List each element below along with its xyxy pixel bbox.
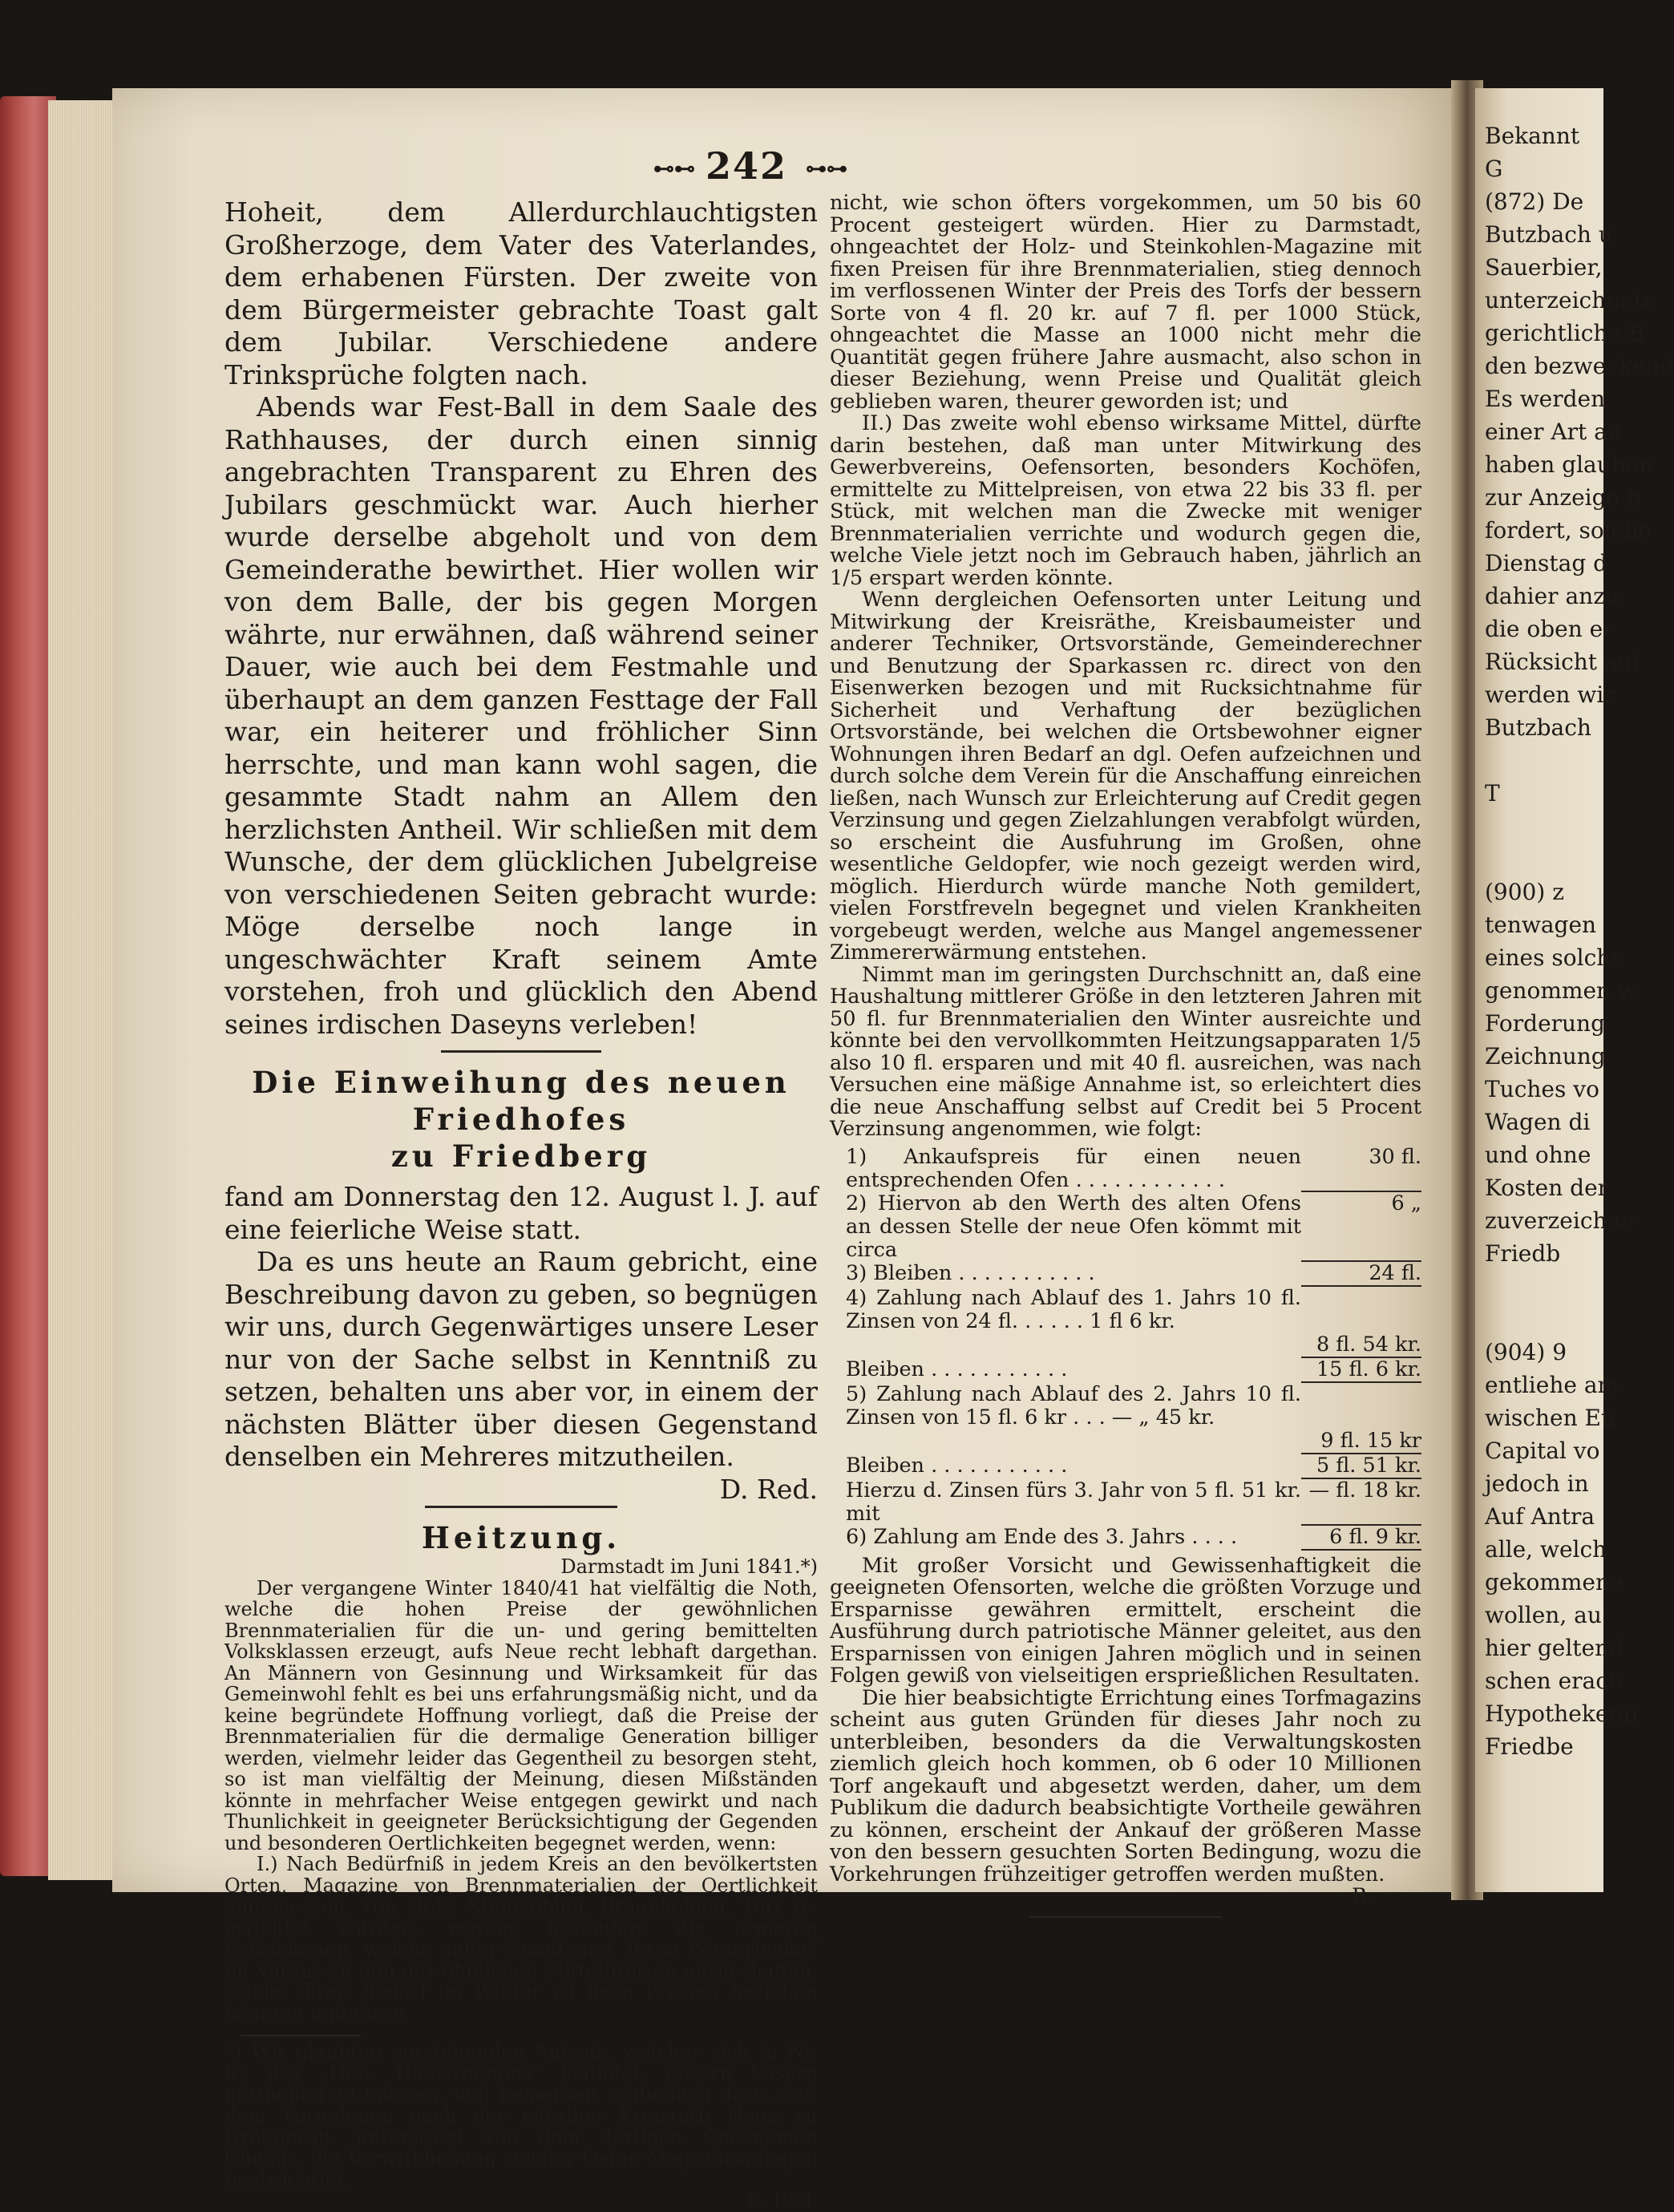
next-page-line: zur Anzeige b bbox=[1485, 484, 1641, 511]
next-page-line: wischen Eu bbox=[1485, 1405, 1615, 1431]
divider bbox=[441, 1050, 601, 1053]
left-column bbox=[224, 196, 818, 2211]
calc-amount: 15 fl. 6 kr. bbox=[1301, 1358, 1421, 1383]
ball-paragraph: Abends war Fest-Ball in dem Saale des Rathhauses, der durch einen sinnig angebrachten Transparent zu Ehren des Jubilars geschmückt war. Auch hierher wurde derselbe abgeholt und von dem Gemeinderathe bewirthet. Hier wollen wir von dem Balle, der bis gegen Morgen währte, nur erwähnen, daß während seiner Dauer, wie auch bei dem Festmahle und überhaupt an dem ganzen Festtage der Fall war, ein heiterer und fröhlicher Sinn herrschte, und man kann wohl sagen, die gesammte Stadt nahm an Allem den herzlichsten Antheil. Wir schließen mit dem Wunsche, der dem glücklichen Jubelgreise von verschiedenen Seiten gebracht wurde: Möge derselbe noch lange in ungeschwächter Kraft seinem Amte vorstehen, froh und glücklich den Abend seines irdischen Daseyns verleben! bbox=[224, 391, 818, 1040]
next-page-line: dahier anzu bbox=[1485, 583, 1619, 609]
intro-paragraph: Hoheit, dem Allerdurchlauchtigsten Großherzoge, dem Vater des Vaterlandes, dem erhabenen Fürsten. Der zweite von dem Bürgermeister gebrachte Toast galt dem Jubilar. Verschiedene andere Trinksprüche folgten nach. bbox=[224, 196, 818, 390]
next-page-line: jedoch in bbox=[1485, 1470, 1589, 1497]
calc-row bbox=[846, 1262, 1421, 1287]
next-page-line: Forderung bbox=[1485, 1010, 1606, 1037]
next-page-line: schen erach bbox=[1485, 1668, 1623, 1694]
next-page-line: eines solche bbox=[1485, 944, 1624, 971]
right-column bbox=[830, 192, 1421, 1926]
heading-friedhof-2: zu Friedberg bbox=[390, 1138, 652, 1174]
right-paragraph-4: Nimmt man im geringsten Durchschnitt an, daß eine Haushaltung mittlerer Größe in den letzteren Jahren mit 50 fl. fur Brennmaterialien den Winter ausreichte und könnte bei den vervollkommten Heitzungsapparaten 1/5 also 10 fl. ersparen und mit 40 fl. ausreichen, was nach Versuchen eine mäßige Annahme ist, so erleichtert dies die neue Anschaffung selbst auf Credit bei 5 Procent Verzinsung angenommen, wie folgt: bbox=[830, 962, 1421, 1141]
end-rule bbox=[1029, 1916, 1222, 1918]
next-page-line: und ohne bbox=[1485, 1142, 1591, 1168]
next-page-line: Sauerbier, bbox=[1485, 254, 1603, 281]
calc-label: 6) Zahlung am Ende des 3. Jahrs . . . . bbox=[846, 1524, 1238, 1549]
calc-amount: 5 fl. 51 kr. bbox=[1301, 1454, 1421, 1479]
calc-row bbox=[846, 1430, 1421, 1454]
friedhof-signature: D. Red. bbox=[719, 1473, 818, 1505]
ornament-left: ⊷⊷ bbox=[653, 157, 695, 181]
next-page-line: entliehe am bbox=[1485, 1372, 1619, 1398]
calc-label: 2) Hiervon ab den Werth des alten Ofens an dessen Stelle der neue Ofen kömmt mit circa bbox=[846, 1191, 1301, 1262]
next-page-line: werden wir bbox=[1485, 681, 1615, 708]
calc-label: 4) Zahlung nach Ablauf des 1. Jahrs 10 fl. Zinsen von 24 fl. . . . . . 1 fl 6 kr. bbox=[846, 1285, 1301, 1333]
next-page-line: T bbox=[1485, 780, 1500, 807]
next-page-line: gekommene bbox=[1485, 1569, 1623, 1595]
page-stack-edge bbox=[48, 100, 120, 1880]
calc-row bbox=[846, 1454, 1421, 1479]
heading-friedhof: Die Einweihung des neuen Friedhofes bbox=[252, 1065, 790, 1137]
next-page-line: Rücksicht auf bbox=[1485, 649, 1641, 675]
next-page-line: Bekannt bbox=[1485, 123, 1580, 149]
right-page-fragment bbox=[1475, 88, 1674, 1892]
footnote-signature: D. Red. bbox=[746, 2189, 818, 2212]
heizung-paragraph-2: I.) Nach Bedürfniß in jedem Kreis an den bevölkertsten Orten, Magazine von Brennmaterialien der Oertlichkeit angemessen, von Holz, Steinkohlen, Braunkohlen, Torf rc. errichtet würden, woraus besonders die ärmeren Volksklassen, welche außer Stand sind, ihren Winterbedarf im Voraus zu den gewöhnlichen Mittelpreisen anzuschaffen, solche ihren Bedarf im Winter zu fixen Preisen beziehen könnten und diese bbox=[224, 1853, 818, 2024]
calc-label: 3) Bleiben . . . . . . . . . . . bbox=[846, 1260, 1095, 1285]
next-page-line: Butzbach bbox=[1485, 714, 1591, 741]
next-page-line: Butzbach u bbox=[1485, 221, 1613, 248]
next-page-line: tenwagen bbox=[1485, 912, 1597, 938]
next-page-line: Friedb bbox=[1485, 1240, 1561, 1267]
next-page-line: wollen, au bbox=[1485, 1602, 1602, 1628]
calc-amount: 8 fl. 54 kr. bbox=[1301, 1333, 1421, 1358]
next-page-line: Auf Antra bbox=[1485, 1503, 1595, 1530]
calculation-table bbox=[846, 1146, 1421, 1551]
calc-row bbox=[846, 1287, 1421, 1333]
next-page-line: (900) z bbox=[1485, 879, 1564, 905]
calc-row bbox=[846, 1479, 1421, 1526]
heizung-paragraph-1: Der vergangene Winter 1840/41 hat vielfältig die Noth, welche die hohen Preise der gewöhnlichen Brennmaterialien für die un- und gering bemittelten Volksklassen erzeugt, aufs Neue recht lebhaft dargethan. An Männern von Gesinnung und Wirksamkeit für das Gemeinwohl fehlt es bei uns erfahrungsmäßig nicht, und da keine begründete Hoffnung vorliegt, daß die Preise der Brennmaterialien für die dermalige Generation billiger werden, vielmehr leider das Gegentheil zu besorgen steht, so ist man vielfältig der Meinung, diesen Mißständen könnte in mehrfacher Weise entgegen gewirkt und nach Thunlichkeit in geeigneter Berücksichtigung der Gegenden und besonderen Oertlichkeiten begegnet werden, wenn: bbox=[224, 1576, 818, 1854]
calc-label: 5) Zahlung nach Ablauf des 2. Jahrs 10 fl. Zinsen von 15 fl. 6 kr . . . — „ 45 kr. bbox=[846, 1381, 1301, 1430]
next-page-line: fordert, solche bbox=[1485, 517, 1652, 544]
calc-row bbox=[846, 1192, 1421, 1262]
calc-amount bbox=[1301, 1383, 1421, 1430]
calc-amount: 24 fl. bbox=[1301, 1262, 1421, 1287]
calc-row bbox=[846, 1358, 1421, 1383]
footnote-rule bbox=[241, 2035, 361, 2036]
ornament-right: ⊶⊶ bbox=[806, 157, 847, 181]
next-page-line: Tuches vo bbox=[1485, 1076, 1599, 1102]
next-page-line: den bezweckend bbox=[1485, 353, 1674, 379]
calc-label: Hierzu d. Zinsen fürs 3. Jahr von 5 fl. 51 kr. mit bbox=[846, 1478, 1301, 1526]
next-page-line: (904) 9 bbox=[1485, 1339, 1567, 1365]
next-page-line: gerichtliche B bbox=[1485, 320, 1645, 346]
next-page-line: genommen w bbox=[1485, 977, 1637, 1004]
right-signature: B. bbox=[1352, 1884, 1373, 1908]
footnote: *) Wir glaubten vorstehenden Aufsatz, welcher sich in Nr. 67 des „Heß. Hausfreundes“ befindet, unsern Lesern mittheilen zu müssen, und bemerken schließlich dazu, daß dem Vernehmen nach der würdige Kreisrath Heim zu Großgerau, unterstützt von dem dortigen Oeconomen Chelius, die Verwirklichung solcher Oefen-Magazinsanlagen beabsichtigt. bbox=[224, 2040, 818, 2190]
calc-label: 1) Ankaufspreis für einen neuen entsprechenden Ofen . . . . . . . . . . . . bbox=[846, 1144, 1301, 1192]
calc-row bbox=[846, 1526, 1421, 1551]
calc-row bbox=[846, 1146, 1421, 1192]
divider bbox=[425, 1506, 617, 1508]
next-page-line: Zeichnung bbox=[1485, 1043, 1606, 1070]
next-page-line: einer Art an bbox=[1485, 419, 1622, 445]
calc-amount bbox=[1301, 1287, 1421, 1333]
page-number: 242 bbox=[706, 144, 788, 188]
next-page-line: Friedbe bbox=[1485, 1733, 1574, 1760]
calc-amount: 6 fl. 9 kr. bbox=[1301, 1526, 1421, 1551]
next-page-line: Es werden bbox=[1485, 386, 1606, 412]
right-paragraph-5: Mit großer Vorsicht und Gewissenhaftigkeit die geeigneten Ofensorten, welche die größten Vorzuge und Ersparnisse gewähren ermittelt, erscheint die Ausführung durch patriotische Männer geleitet, aus den Ersparnissen von einigen Jahren möglich und in seinen Folgen gewiß von vielseitigen ersprießlichen Resultaten. bbox=[830, 1553, 1421, 1688]
right-paragraph-6: Die hier beabsichtigte Errichtung eines Torfmagazins scheint aus guten Gründen für dieses Jahr noch zu unterbleiben, besonders da die Verwaltungskosten ziemlich gleich hoch kommen, ob 6 oder 10 Millionen Torf angekauft und abgesetzt werden, daher, um dem Publikum die dadurch beabsichtigte Vortheile gewähren zu können, erscheint der Ankauf der größeren Masse von den bessern gesuchten Sorten Bedingung, wozu die Vorkehrungen frühzeitiger getroffen werden mußten. bbox=[830, 1685, 1421, 1886]
right-paragraph-3: Wenn dergleichen Oefensorten unter Leitung und Mitwirkung der Kreisräthe, Kreisbaumeister und anderer Techniker, Ortsvorstände, Gemeinderechner und Benutzung der Sparkassen rc. direct von den Eisenwerken bezogen und mit Rucksichtnahme für Sicherheit und Verhaftung der bezüglichen Ortsvorstände, bei welchen die Ortsbewohner eigner Wohnungen ihren Bedarf an dgl. Oefen aufzeichnen und durch solche dem Verein für die Anschaffung einreichen ließen, nach Wunsch zur Erleichterung auf Credit gegen Verzinsung und gegen Zielzahlungen verabfolgt würden, so erscheint die Ausfuhrung im Großen, ohne wesentliche Geldopfer, wie noch gezeigt werden wird, möglich. Hierdurch würde manche Noth gemildert, vielen Forstfreveln begegnet und vielen Krankheiten vorgebeugt werden, welche aus Mangel angemessener Zimmererwärmung entstehen. bbox=[830, 588, 1421, 964]
next-page-line: (872) De bbox=[1485, 188, 1584, 215]
heading-heizung: Heitzung. bbox=[421, 1520, 621, 1555]
next-page-line: alle, welch bbox=[1485, 1536, 1607, 1563]
calc-amount: — fl. 18 kr. bbox=[1301, 1479, 1421, 1526]
calc-amount: 9 fl. 15 kr bbox=[1301, 1430, 1421, 1454]
calc-label: Bleiben . . . . . . . . . . . bbox=[846, 1357, 1068, 1381]
next-page-line: Hypothekenb bbox=[1485, 1700, 1638, 1727]
next-page-line: Dienstag d bbox=[1485, 550, 1608, 576]
next-page-line: die oben er bbox=[1485, 616, 1614, 642]
next-page-line: G bbox=[1485, 156, 1503, 182]
dateline: Darmstadt im Juni 1841.*) bbox=[560, 1555, 818, 1578]
next-page-line: unterzeichnete bbox=[1485, 287, 1656, 313]
calc-label: Bleiben . . . . . . . . . . . bbox=[846, 1453, 1068, 1478]
right-paragraph-2: II.) Das zweite wohl ebenso wirksame Mittel, dürfte darin bestehen, daß man unter Mitwirkung des Gewerbvereins, Oefensorten, besonders Kochöfen, ermittelte zu Mittelpreisen, von etwa 22 bis 33 fl. per Stück, mit welchen man die Zwecke mit weniger Brennmaterialien verrichte und wodurch gegen die, welche Viele jetzt noch im Gebrauch haben, jährlich an 1/5 erspart werden könnte. bbox=[830, 411, 1421, 590]
calc-amount: 30 fl. bbox=[1301, 1146, 1421, 1192]
calc-amount: 6 „ bbox=[1301, 1192, 1421, 1262]
calc-row bbox=[846, 1383, 1421, 1430]
friedhof-paragraph-1: fand am Donnerstag den 12. August l. J. auf eine feierliche Weise statt. bbox=[224, 1181, 818, 1245]
next-page-line: Wagen di bbox=[1485, 1109, 1591, 1135]
next-page-line: haben glauben bbox=[1485, 451, 1654, 478]
next-page-line: hier geltend bbox=[1485, 1635, 1624, 1661]
next-page-line: Kosten der bbox=[1485, 1175, 1609, 1201]
calc-row bbox=[846, 1333, 1421, 1358]
right-paragraph-1: nicht, wie schon öfters vorgekommen, um 50 bis 60 Procent gesteigert würden. Hier zu Darmstadt, ohngeachtet der Holz- und Steinkohlen-Magazine mit fixen Preisen für ihre Brennmaterialien, stieg dennoch im verflossenen Winter der Preis des Torfs der bessern Sorte von 4 fl. 20 kr. auf 7 fl. per 1000 Stück, ohngeachtet die Masse an 1000 nicht mehr die Quantität gegen frühere Jahre ausmacht, also schon in dieser Beziehung, wenn Preise und Qualität gleich geblieben waren, theurer geworden ist; und bbox=[830, 191, 1421, 414]
next-page-line: Capital vo bbox=[1485, 1438, 1600, 1464]
next-page-line: zuverzeichne bbox=[1485, 1207, 1636, 1234]
friedhof-paragraph-2: Da es uns heute an Raum gebricht, eine Beschreibung davon zu geben, so begnügen wir uns, durch Gegenwärtiges unsere Leser nur von der Sache selbst in Kenntniß zu setzen, behalten uns aber vor, in einem der nächsten Blätter über diesen Gegenstand denselben ein Mehreres mitzutheilen. D. Red. bbox=[224, 1246, 818, 1505]
